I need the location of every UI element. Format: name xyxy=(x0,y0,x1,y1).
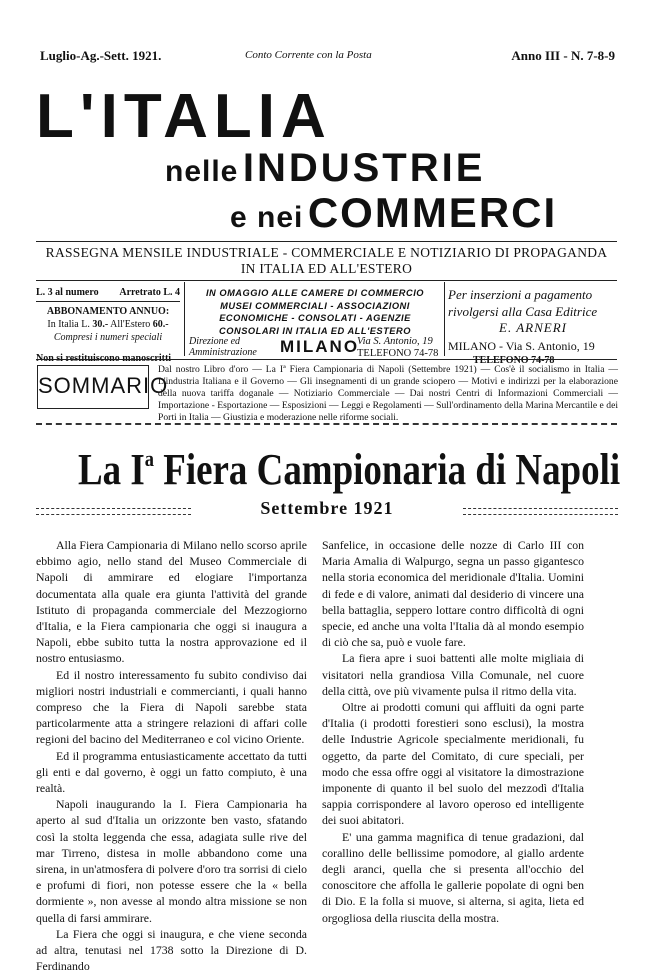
info-divider-top xyxy=(36,280,617,281)
masthead-industrie: INDUSTRIE xyxy=(242,146,486,190)
back-issue-price: Arretrato L. 4 xyxy=(119,287,180,298)
masthead-subtitle-2: IN ITALIA ED ALL'ESTERO xyxy=(240,261,413,276)
paragraph: E' una gamma magnifica di tenue gradazioni, dal corallino delle bellissime pomodore, al giallo ardente degli aranci, quella che si presenta all'occhio del conoscitore che affolla le gallerie popolate di ogni ben di Dio. E la folla si muove, si alterna, si agita, lieta ed orgogliosa della riuscita della mostra. xyxy=(322,829,584,925)
postal-account: Conto Corrente con la Posta xyxy=(245,49,372,61)
box-divider-1 xyxy=(184,282,185,356)
summary-section xyxy=(36,364,618,423)
article-column-right xyxy=(322,537,584,926)
summary-text: Dal nostro Libro d'oro — La Iª Fiera Campionaria di Napoli (Settembre 1921) — Cos'è il socialismo in Italia — L'industria Italiana e il Governo — Gli insegnamenti di un grande sciopero — Motivi e indirizzi per la elaborazione della nuova tariffa doganale — Notiziario Commerciale — Dai nostri Centri di Informazioni Commerciali — Importazione - Esportazione — Esposizioni — Leggi e Regolamenti — Sull'ordinamento della Marina Mercantile e dei Porti in Italia — Giustizia e moderazione nelle riforme sociali. xyxy=(158,364,618,423)
masthead-subtitle-1: RASSEGNA MENSILE INDUSTRIALE - COMMERCIALE E NOTIZIARIO DI PROPAGANDA xyxy=(45,245,608,260)
subscription-note: Compresi i numeri speciali xyxy=(53,332,163,343)
issue-number: Anno III - N. 7-8-9 xyxy=(511,48,615,63)
article-subtitle: Settembre 1921 xyxy=(260,498,394,518)
street: Via S. Antonio, 19 xyxy=(357,336,433,347)
homage-box xyxy=(188,287,442,337)
rate-abroad: 60.- xyxy=(152,319,169,330)
ad-address: MILANO - Via S. Antonio, 19 xyxy=(448,338,595,353)
manuscripts-note: Non si restituiscono manoscritti xyxy=(36,353,172,364)
masthead-commerci: COMMERCI xyxy=(307,189,558,236)
masthead-e-nei: e nei xyxy=(230,201,304,234)
subscription-rates xyxy=(36,318,180,331)
article-subtitle-row xyxy=(36,498,618,520)
masthead-title-line1: L'ITALIA xyxy=(36,82,332,151)
article-column-left xyxy=(36,537,307,974)
masthead-title-line2 xyxy=(165,148,485,188)
paragraph: La Fiera che oggi si inaugura, e che viene seconda ad altra, tenutasi nel 1738 sotto la Direzione di D. Ferdinando xyxy=(36,926,307,974)
city-milano: MILANO xyxy=(280,337,360,356)
article-title xyxy=(78,445,621,494)
subscription-header: ABBONAMENTO ANNUO: xyxy=(46,306,170,317)
issue-date: Luglio-Ag.-Sett. 1921. xyxy=(40,48,162,63)
title-part-a: La I xyxy=(78,445,145,494)
subscription-box xyxy=(36,286,180,365)
title-part-b: Fiera Campionaria di Napoli xyxy=(154,445,621,494)
paragraph: Oltre ai prodotti comuni qui affluiti da ogni parte d'Italia (i prodotti forestieri sono esclusi), la mostra delle Industrie Agricole specialmente meridionali, fu oggetto, da parte del Comitato, di cure speciali, per modo che essa offre oggi al visitatore la dimostrazione imponente di quanto il bel suolo del mezzodì d'Italia sappia corrispondere al lavoro operoso ed intelligente dei suoi abitatori. xyxy=(322,700,584,828)
ornament-left xyxy=(36,508,191,515)
administration-label xyxy=(189,336,257,358)
ad-phone: TELEFONO 74-78 xyxy=(473,354,555,366)
rates-abroad-label: All'Estero xyxy=(110,319,151,330)
paragraph: Alla Fiera Campionaria di Milano nello scorso aprile ebbimo agio, nello stand del Museo Commerciale di Napoli di ammirare ed elogiare l'importanza documentata alla quale era giunta l'attività del grande Istituto di propaganda commerciale del Mezzogiorno d'Italia, e la Fiera campionaria che oggi si inaugura a Napoli, ebbe subito tutta la nostra approvazione ed il nostro entusiasmo. xyxy=(36,538,307,666)
paragraph: Ed il nostro interessamento fu subito condiviso dai migliori nostri industriali e commercianti, i quali hanno compreso che la Fiera di Napoli sarebbe stata particolarmente atta a stringere relazioni di affari colle regioni del bacino del Mediterraneo e col vicino Oriente. xyxy=(36,667,307,747)
admin-line-1: Direzione ed xyxy=(189,336,241,347)
masthead-title-line3 xyxy=(230,189,558,236)
ad-line-2: rivolgersi alla Casa Editrice xyxy=(448,303,598,319)
rate-italy: 30.- xyxy=(92,319,109,330)
homage-line-4: CONSOLARI IN ITALIA ED ALL'ESTERO xyxy=(219,325,411,336)
rates-prefix: In Italia L. xyxy=(47,319,90,330)
box-divider-2 xyxy=(444,282,445,356)
homage-line-3: ECONOMICHE - CONSOLATI - AGENZIE xyxy=(219,313,411,323)
street-address xyxy=(357,336,438,359)
summary-divider xyxy=(36,423,617,425)
phone: TELEFONO 74-78 xyxy=(357,347,439,359)
info-divider-bottom xyxy=(36,359,617,360)
paragraph: Sanfelice, in occasione delle nozze di Carlo III con Maria Amalia di Walpurgo, segna un passo gigantesco nella storia economica del meridionale d'Italia. Uomini di fede e di valore, animati dal desiderio di vincere una bella battaglia, seppero lottare contro difficoltà di ogni specie, ed anche una volta l'Italia dà al mondo esempio di ciò che sa, può e vuole fare. xyxy=(322,538,584,650)
homage-line-2: MUSEI COMMERCIALI - ASSOCIAZIONI xyxy=(220,300,410,311)
paragraph: Ed il programma entusiasticamente accettato da tutti gli enti e dal governo, è oggi un fatto compiuto, è una realtà. xyxy=(36,748,307,796)
ad-publisher: E. ARNERI xyxy=(499,320,567,335)
summary-label: SOMMARIO xyxy=(37,365,149,409)
masthead-divider xyxy=(36,241,617,242)
price-per-issue: L. 3 al numero xyxy=(36,287,99,298)
ad-line-1: Per inserzioni a pagamento xyxy=(448,287,593,302)
header-line xyxy=(40,48,615,68)
homage-line-1: IN OMAGGIO ALLE CAMERE DI COMMERCIO xyxy=(205,288,425,298)
paragraph: Napoli inaugurando la I. Fiera Campionaria ha aperto al sud d'Italia un orizzonte ben vasto, sfatando così la stolta leggenda che essa, adagiata sulle rive del mar Tirreno, distesa in molle abbandono come una sirena, in un'atmosfera di polvere d'oro tra sorrisi di cielo e profumi di fiori, non potesse essere che la « bella dormiente », non avesse al mondo altra missione se non quella di farsi ammirare. xyxy=(36,797,307,925)
admin-line-2: Amministrazione xyxy=(189,347,257,358)
paragraph: La fiera apre i suoi battenti alle molte migliaia di visitatori nella grandiosa Villa Comunale, nel cuore della città, ove più vivamente pulsa il ritmo della vita. xyxy=(322,651,584,698)
administration-address xyxy=(189,336,442,360)
masthead-nelle: nelle xyxy=(165,155,239,188)
ornament-right xyxy=(463,508,618,515)
advertising-box xyxy=(448,287,618,369)
title-sup: a xyxy=(144,446,155,471)
